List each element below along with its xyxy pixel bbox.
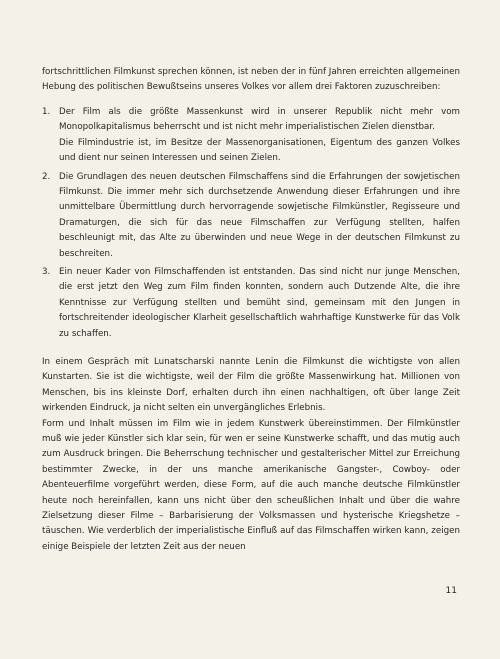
numbered-list xyxy=(42,105,460,345)
list-item xyxy=(42,265,460,342)
list-item-paragraph: Die Grundlagen des neuen deutschen Filmschaffens sind die Erfahrungen der sowjetischen Filmkunst. Die immer mehr sich durchsetzende Anwendung dieser Erfahrungen und ihre unmittelbare Übermittlung durch hervorragende sowjetische Filmkünstler, Regisseure und Dramaturgen, die sich für das neue Filmschaffen zur Verfügung stellten, halfen beschleunigt mit, das Alte zu überwinden und neue Wege in der deutschen Filmkunst zu beschreiten. xyxy=(59,171,460,259)
list-item-number: 2. xyxy=(42,171,51,182)
list-item xyxy=(42,105,460,167)
list-item xyxy=(42,170,460,262)
body-paragraph: In einem Gespräch mit Lunatscharski nannte Lenin die Filmkunst die wichtigste von allen Kunstarten. Sie ist die wichtigste, weil der Film die größte Massenwirkung hat. Millionen von Menschen, bis ins kleinste Dorf, erhalten durch ihn einen nachhaltigen, oft über lange Zeit wirkenden Eindruck, ja nicht selten ein unvergängliches Erlebnis. xyxy=(42,357,460,414)
list-item-number: 3. xyxy=(42,267,51,278)
list-item-paragraph: Die Filmindustrie ist, im Besitze der Massenorganisationen, Eigentum des ganzen Volkes und dient nur seinen Interessen und seinen Zielen. xyxy=(59,137,460,164)
intro-paragraph: fortschrittlichen Filmkunst sprechen können, ist neben der in fünf Jahren erreichten allgemeinen Hebung des politischen Bewußtseins unseres Volkes vor allem drei Faktoren zuzuschreiben: xyxy=(42,67,460,93)
body-paragraph: Form und Inhalt müssen im Film wie in jedem Kunstwerk übereinstimmen. Der Filmkünstler muß wie jeder Künstler sich klar sein, für wen er seine Kunstwerke schafft, und das mutig auch zum Ausdruck bringen. Die Beherrschung technischer und gestalterischer Mittel zur Erreichung bestimmter Zwecke, in der uns manche amerikanische Gangster-, Cowboy- oder Abenteuerfilme vorgeführt werden, diese Form, auf die auch manche deutsche Filmkünstler heute noch hereinfallen, kann uns nicht über den scheußlichen Inhalt und über die wahre Zielsetzung dieser Filme – Barbarisierung der Volksmassen und hysterische Kriegshetze – täuschen. Wie verderblich der imperialistische Einfluß auf das Filmschaffen wirken kann, zeigen einige Beispiele der letzten Zeit aus der neuen xyxy=(42,418,460,552)
body-text xyxy=(42,355,460,555)
page-number: 11 xyxy=(445,586,457,596)
list-item-paragraph: Ein neuer Kader von Filmschaffenden ist entstanden. Das sind nicht nur junge Menschen, die erst jetzt den Weg zum Film finden konnten, sondern auch Dutzende Alte, die ihre Kenntnisse zur Verfügung stellten und bemüht sind, gemeinsam mit den Jungen in fortschreitender ideologischer Klarheit gesellschaftlich wahrhaftige Kunstwerke für das Volk zu schaffen. xyxy=(59,267,460,339)
list-item-paragraph: Der Film als die größte Massenkunst wird in unserer Republik nicht mehr vom Monopolkapitalismus beherrscht und ist nicht mehr imperialistischen Zielen dienstbar. xyxy=(59,107,460,133)
list-item-number: 1. xyxy=(42,107,51,117)
